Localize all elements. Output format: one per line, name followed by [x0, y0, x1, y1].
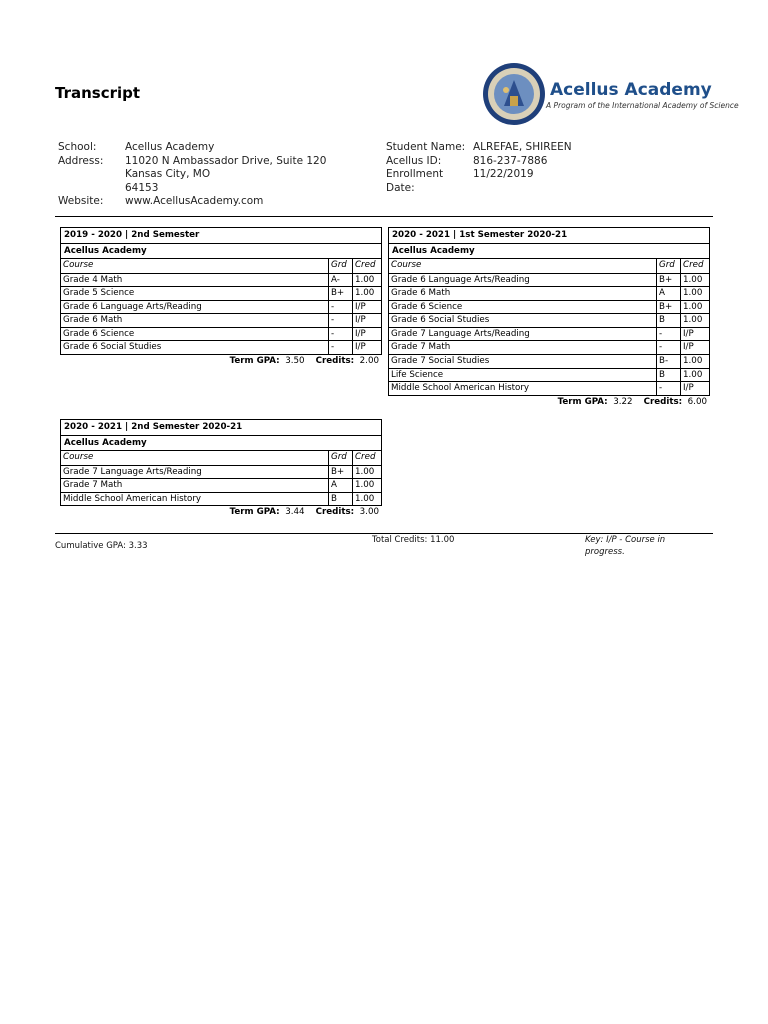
- table-row: [61, 287, 382, 301]
- course-name: Grade 7 Math: [389, 341, 657, 355]
- course-grade: -: [657, 382, 681, 396]
- course-grade: B+: [657, 273, 681, 287]
- term-gpa-value: 3.22: [613, 396, 633, 407]
- address-line-3: 64153: [125, 181, 159, 194]
- term-heading: 2020 - 2021 | 2nd Semester 2020-21: [61, 420, 382, 436]
- term-gpa-value: 3.50: [285, 356, 305, 367]
- course-credit: I/P: [352, 314, 381, 328]
- total-credits: Total Credits: 11.00: [372, 535, 455, 545]
- course-credit: 1.00: [681, 287, 710, 301]
- course-grade: B+: [328, 287, 352, 301]
- term-summary: [60, 506, 382, 519]
- table-row: [389, 382, 710, 396]
- term-gpa-value: 3.44: [285, 507, 305, 518]
- course-credit: I/P: [681, 327, 710, 341]
- course-credit: I/P: [352, 327, 381, 341]
- term-school: Acellus Academy: [389, 243, 710, 259]
- course-name: Grade 6 Science: [389, 300, 657, 314]
- website-value: www.AcellusAcademy.com: [125, 195, 264, 208]
- credit-column-header: Cred: [681, 259, 710, 274]
- course-credit: 1.00: [681, 314, 710, 328]
- course-name: Grade 7 Social Studies: [389, 355, 657, 369]
- course-name: Grade 6 Math: [389, 287, 657, 301]
- column-header-row: [61, 451, 382, 466]
- table-row: [61, 327, 382, 341]
- courses-table: [60, 419, 382, 506]
- credits-value: 3.00: [359, 507, 379, 518]
- course-credit: I/P: [681, 341, 710, 355]
- term-heading-row: [61, 228, 382, 244]
- student-info: [386, 141, 572, 195]
- acellus-id-value: 816-237-7886: [473, 154, 548, 167]
- course-name: Grade 7 Language Arts/Reading: [61, 465, 329, 479]
- student-name-label: Student Name:: [386, 141, 466, 153]
- course-name: Life Science: [389, 368, 657, 382]
- table-row: [61, 341, 382, 355]
- course-credit: 1.00: [352, 287, 381, 301]
- course-credit: 1.00: [352, 479, 381, 493]
- course-name: Grade 7 Language Arts/Reading: [389, 327, 657, 341]
- table-row: [61, 273, 382, 287]
- term-school: Acellus Academy: [61, 435, 382, 451]
- term-school-row: [389, 243, 710, 259]
- table-row: [389, 368, 710, 382]
- credits-label: Credits:: [315, 507, 355, 518]
- address-line-2: Kansas City, MO: [125, 168, 211, 181]
- term-heading: 2020 - 2021 | 1st Semester 2020-21: [389, 228, 710, 244]
- key-note: Key: I/P - Course in progress.: [585, 535, 666, 557]
- course-grade: B: [657, 368, 681, 382]
- course-credit: 1.00: [681, 355, 710, 369]
- table-row: [389, 273, 710, 287]
- enrollment-date-value: 11/22/2019: [473, 168, 534, 181]
- school-info: [58, 141, 326, 209]
- course-grade: -: [328, 341, 352, 355]
- course-name: Grade 6 Language Arts/Reading: [389, 273, 657, 287]
- course-grade: -: [657, 341, 681, 355]
- course-credit: I/P: [352, 300, 381, 314]
- table-row: [61, 314, 382, 328]
- course-credit: I/P: [352, 341, 381, 355]
- grade-column-header: Grd: [328, 259, 352, 274]
- page-title: Transcript: [55, 84, 141, 102]
- column-header-row: [389, 259, 710, 274]
- address-label: Address:: [58, 154, 104, 167]
- credits-value: 6.00: [687, 396, 707, 407]
- table-row: [389, 327, 710, 341]
- table-row: [61, 492, 382, 506]
- school-value: Acellus Academy: [125, 141, 215, 153]
- grade-column-header: Grd: [328, 451, 352, 466]
- credit-column-header: Cred: [352, 451, 381, 466]
- table-row: [389, 287, 710, 301]
- table-row: [389, 341, 710, 355]
- course-name: Grade 5 Science: [61, 287, 329, 301]
- credits-value: 2.00: [359, 356, 379, 367]
- course-name: Middle School American History: [389, 382, 657, 396]
- course-credit: 1.00: [681, 300, 710, 314]
- credits-label: Credits:: [643, 396, 683, 407]
- logo-name: Acellus Academy: [550, 80, 712, 100]
- course-grade: B: [657, 314, 681, 328]
- school-label: School:: [58, 141, 97, 153]
- course-grade: B: [328, 492, 352, 506]
- term-table: [60, 227, 382, 368]
- course-name: Grade 6 Social Studies: [61, 341, 329, 355]
- grade-column-header: Grd: [657, 259, 681, 274]
- table-row: [389, 355, 710, 369]
- course-credit: 1.00: [352, 273, 381, 287]
- logo-tagline: A Program of the International Academy of Science: [546, 101, 739, 110]
- course-grade: -: [328, 300, 352, 314]
- column-header-row: [61, 259, 382, 274]
- table-row: [389, 314, 710, 328]
- courses-table: [388, 227, 710, 396]
- term-school-row: [61, 435, 382, 451]
- course-grade: B+: [328, 465, 352, 479]
- course-grade: B-: [657, 355, 681, 369]
- course-column-header: Course: [389, 259, 657, 274]
- term-heading-row: [61, 420, 382, 436]
- term-table: [388, 227, 710, 409]
- course-credit: 1.00: [352, 492, 381, 506]
- acellus-logo: [480, 60, 739, 132]
- term-gpa-label: Term GPA:: [557, 396, 608, 407]
- course-credit: 1.00: [352, 465, 381, 479]
- header-divider: [55, 216, 713, 217]
- website-label: Website:: [58, 195, 104, 208]
- term-table: [60, 419, 382, 519]
- course-column-header: Course: [61, 451, 329, 466]
- course-name: Grade 6 Social Studies: [389, 314, 657, 328]
- course-column-header: Course: [61, 259, 329, 274]
- course-credit: I/P: [681, 382, 710, 396]
- course-name: Middle School American History: [61, 492, 329, 506]
- table-row: [61, 300, 382, 314]
- credit-column-header: Cred: [352, 259, 381, 274]
- address-line-1: 11020 N Ambassador Drive, Suite 120: [125, 154, 327, 167]
- course-name: Grade 6 Science: [61, 327, 329, 341]
- course-name: Grade 6 Math: [61, 314, 329, 328]
- course-grade: A: [657, 287, 681, 301]
- course-grade: B+: [657, 300, 681, 314]
- course-credit: 1.00: [681, 368, 710, 382]
- academy-seal-icon: [482, 62, 546, 126]
- term-heading: 2019 - 2020 | 2nd Semester: [61, 228, 382, 244]
- course-name: Grade 6 Language Arts/Reading: [61, 300, 329, 314]
- enrollment-date-label: Enrollment Date:: [386, 168, 444, 194]
- cumulative-gpa: Cumulative GPA: 3.33: [55, 541, 148, 551]
- table-row: [61, 465, 382, 479]
- term-school-row: [61, 243, 382, 259]
- term-school: Acellus Academy: [61, 243, 382, 259]
- acellus-id-label: Acellus ID:: [386, 154, 442, 167]
- course-name: Grade 4 Math: [61, 273, 329, 287]
- student-name-value: ALREFAE, SHIREEN: [473, 141, 572, 153]
- table-row: [61, 479, 382, 493]
- term-summary: [60, 355, 382, 368]
- course-grade: -: [328, 314, 352, 328]
- course-credit: 1.00: [681, 273, 710, 287]
- credits-label: Credits:: [315, 356, 355, 367]
- course-grade: A: [328, 479, 352, 493]
- table-row: [389, 300, 710, 314]
- courses-table: [60, 227, 382, 355]
- course-grade: A-: [328, 273, 352, 287]
- course-name: Grade 7 Math: [61, 479, 329, 493]
- term-heading-row: [389, 228, 710, 244]
- term-gpa-label: Term GPA:: [229, 356, 280, 367]
- course-grade: -: [657, 327, 681, 341]
- course-grade: -: [328, 327, 352, 341]
- term-gpa-label: Term GPA:: [229, 507, 280, 518]
- term-summary: [388, 396, 710, 409]
